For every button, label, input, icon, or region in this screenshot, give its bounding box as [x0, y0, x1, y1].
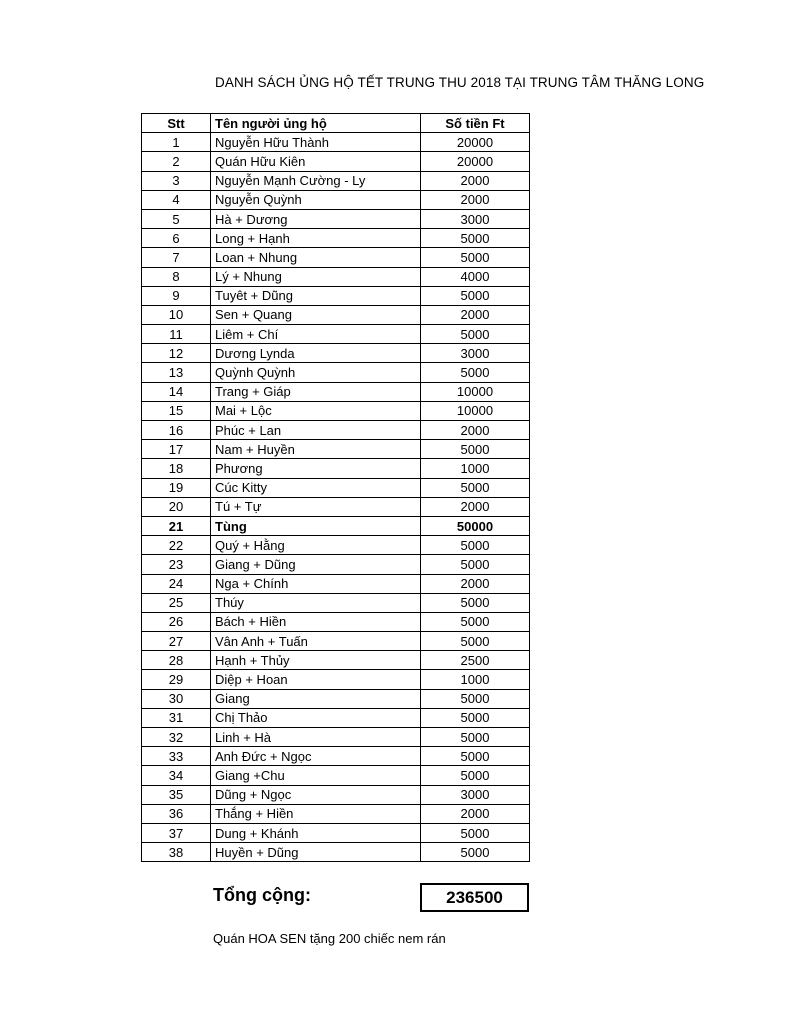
row-stt-cell: 4 — [142, 190, 211, 209]
table-row — [142, 440, 530, 459]
row-donor-name-cell: Bách + Hiền — [211, 612, 421, 631]
header-stt: Stt — [142, 114, 211, 133]
row-amount-cell: 5000 — [421, 593, 530, 612]
row-amount-cell: 2000 — [421, 497, 530, 516]
row-stt-cell: 20 — [142, 497, 211, 516]
donor-table-header — [142, 114, 530, 133]
table-row — [142, 843, 530, 862]
row-amount-cell: 5000 — [421, 843, 530, 862]
row-stt-cell: 9 — [142, 286, 211, 305]
row-amount-cell: 2000 — [421, 305, 530, 324]
table-row — [142, 421, 530, 440]
table-row — [142, 516, 530, 535]
row-donor-name-cell: Diệp + Hoan — [211, 670, 421, 689]
row-amount-cell: 3000 — [421, 209, 530, 228]
row-donor-name-cell: Quỳnh Quỳnh — [211, 363, 421, 382]
row-stt-cell: 25 — [142, 593, 211, 612]
row-amount-cell: 20000 — [421, 152, 530, 171]
table-row — [142, 785, 530, 804]
row-stt-cell: 6 — [142, 229, 211, 248]
row-donor-name-cell: Giang +Chu — [211, 766, 421, 785]
table-row — [142, 190, 530, 209]
table-row — [142, 382, 530, 401]
table-row — [142, 229, 530, 248]
table-row — [142, 344, 530, 363]
row-amount-cell: 5000 — [421, 478, 530, 497]
footnote: Quán HOA SEN tặng 200 chiếc nem rán — [213, 931, 446, 946]
row-stt-cell: 28 — [142, 651, 211, 670]
row-donor-name-cell: Thắng + Hiền — [211, 804, 421, 823]
row-stt-cell: 38 — [142, 843, 211, 862]
donor-table — [141, 113, 530, 862]
document-title: DANH SÁCH ỦNG HỘ TẾT TRUNG THU 2018 TẠI TRUNG TÂM THĂNG LONG — [215, 75, 705, 90]
row-donor-name-cell: Giang + Dũng — [211, 555, 421, 574]
row-stt-cell: 12 — [142, 344, 211, 363]
row-donor-name-cell: Phúc + Lan — [211, 421, 421, 440]
table-row — [142, 133, 530, 152]
row-amount-cell: 5000 — [421, 728, 530, 747]
row-amount-cell: 3000 — [421, 785, 530, 804]
row-amount-cell: 5000 — [421, 555, 530, 574]
table-row — [142, 401, 530, 420]
row-amount-cell: 5000 — [421, 440, 530, 459]
table-row — [142, 632, 530, 651]
row-amount-cell: 5000 — [421, 286, 530, 305]
row-donor-name-cell: Quán Hữu Kiên — [211, 152, 421, 171]
row-donor-name-cell: Nam + Huyền — [211, 440, 421, 459]
row-stt-cell: 10 — [142, 305, 211, 324]
row-stt-cell: 8 — [142, 267, 211, 286]
row-amount-cell: 2000 — [421, 421, 530, 440]
row-donor-name-cell: Cúc Kitty — [211, 478, 421, 497]
row-stt-cell: 34 — [142, 766, 211, 785]
row-stt-cell: 15 — [142, 401, 211, 420]
row-stt-cell: 19 — [142, 478, 211, 497]
row-donor-name-cell: Long + Hạnh — [211, 229, 421, 248]
table-row — [142, 574, 530, 593]
header-amount: Số tiền Ft — [421, 114, 530, 133]
row-donor-name-cell: Tuyêt + Dũng — [211, 286, 421, 305]
row-donor-name-cell: Chị Thảo — [211, 708, 421, 727]
table-row — [142, 670, 530, 689]
row-stt-cell: 2 — [142, 152, 211, 171]
row-amount-cell: 1000 — [421, 459, 530, 478]
row-amount-cell: 5000 — [421, 708, 530, 727]
row-amount-cell: 5000 — [421, 363, 530, 382]
table-row — [142, 459, 530, 478]
row-amount-cell: 5000 — [421, 823, 530, 842]
row-stt-cell: 16 — [142, 421, 211, 440]
row-donor-name-cell: Sen + Quang — [211, 305, 421, 324]
row-stt-cell: 21 — [142, 516, 211, 535]
row-amount-cell: 2500 — [421, 651, 530, 670]
row-donor-name-cell: Nguyễn Quỳnh — [211, 190, 421, 209]
row-stt-cell: 31 — [142, 708, 211, 727]
row-stt-cell: 33 — [142, 747, 211, 766]
row-amount-cell: 5000 — [421, 536, 530, 555]
row-amount-cell: 4000 — [421, 267, 530, 286]
table-row — [142, 267, 530, 286]
row-stt-cell: 30 — [142, 689, 211, 708]
table-row — [142, 209, 530, 228]
table-row — [142, 497, 530, 516]
row-amount-cell: 5000 — [421, 766, 530, 785]
row-stt-cell: 26 — [142, 612, 211, 631]
table-row — [142, 823, 530, 842]
row-donor-name-cell: Quý + Hằng — [211, 536, 421, 555]
row-donor-name-cell: Linh + Hà — [211, 728, 421, 747]
row-amount-cell: 5000 — [421, 612, 530, 631]
row-stt-cell: 11 — [142, 325, 211, 344]
row-amount-cell: 2000 — [421, 804, 530, 823]
row-stt-cell: 18 — [142, 459, 211, 478]
row-donor-name-cell: Tùng — [211, 516, 421, 535]
row-donor-name-cell: Liêm + Chí — [211, 325, 421, 344]
row-amount-cell: 5000 — [421, 229, 530, 248]
table-row — [142, 651, 530, 670]
row-amount-cell: 3000 — [421, 344, 530, 363]
row-stt-cell: 13 — [142, 363, 211, 382]
row-amount-cell: 5000 — [421, 248, 530, 267]
row-amount-cell: 1000 — [421, 670, 530, 689]
row-stt-cell: 35 — [142, 785, 211, 804]
row-donor-name-cell: Vân Anh + Tuấn — [211, 632, 421, 651]
table-row — [142, 536, 530, 555]
row-amount-cell: 50000 — [421, 516, 530, 535]
row-stt-cell: 1 — [142, 133, 211, 152]
row-amount-cell: 5000 — [421, 632, 530, 651]
row-donor-name-cell: Mai + Lộc — [211, 401, 421, 420]
table-row — [142, 363, 530, 382]
table-row — [142, 804, 530, 823]
row-stt-cell: 32 — [142, 728, 211, 747]
row-donor-name-cell: Huyền + Dũng — [211, 843, 421, 862]
row-donor-name-cell: Dung + Khánh — [211, 823, 421, 842]
row-stt-cell: 17 — [142, 440, 211, 459]
row-stt-cell: 27 — [142, 632, 211, 651]
table-row — [142, 248, 530, 267]
row-donor-name-cell: Trang + Giáp — [211, 382, 421, 401]
row-stt-cell: 3 — [142, 171, 211, 190]
row-amount-cell: 5000 — [421, 325, 530, 344]
row-stt-cell: 24 — [142, 574, 211, 593]
row-stt-cell: 22 — [142, 536, 211, 555]
table-row — [142, 305, 530, 324]
header-donor-name: Tên người ủng hộ — [211, 114, 421, 133]
row-donor-name-cell: Thúy — [211, 593, 421, 612]
table-row — [142, 286, 530, 305]
row-donor-name-cell: Nga + Chính — [211, 574, 421, 593]
row-donor-name-cell: Tú + Tự — [211, 497, 421, 516]
table-row — [142, 708, 530, 727]
row-amount-cell: 2000 — [421, 171, 530, 190]
row-amount-cell: 5000 — [421, 747, 530, 766]
row-amount-cell: 2000 — [421, 190, 530, 209]
row-donor-name-cell: Nguyễn Mạnh Cường - Ly — [211, 171, 421, 190]
table-row — [142, 728, 530, 747]
table-row — [142, 555, 530, 574]
donor-table-body — [142, 133, 530, 862]
row-stt-cell: 29 — [142, 670, 211, 689]
row-donor-name-cell: Phương — [211, 459, 421, 478]
table-row — [142, 325, 530, 344]
row-stt-cell: 37 — [142, 823, 211, 842]
table-row — [142, 593, 530, 612]
row-donor-name-cell: Lý + Nhung — [211, 267, 421, 286]
row-donor-name-cell: Dũng + Ngọc — [211, 785, 421, 804]
row-amount-cell: 10000 — [421, 382, 530, 401]
row-amount-cell: 5000 — [421, 689, 530, 708]
row-stt-cell: 7 — [142, 248, 211, 267]
row-amount-cell: 2000 — [421, 574, 530, 593]
row-stt-cell: 5 — [142, 209, 211, 228]
row-amount-cell: 10000 — [421, 401, 530, 420]
table-row — [142, 612, 530, 631]
row-donor-name-cell: Hà + Dương — [211, 209, 421, 228]
row-stt-cell: 23 — [142, 555, 211, 574]
table-row — [142, 152, 530, 171]
row-donor-name-cell: Anh Đức + Ngọc — [211, 747, 421, 766]
row-donor-name-cell: Hạnh + Thủy — [211, 651, 421, 670]
table-row — [142, 766, 530, 785]
table-row — [142, 689, 530, 708]
row-donor-name-cell: Giang — [211, 689, 421, 708]
row-amount-cell: 20000 — [421, 133, 530, 152]
table-row — [142, 747, 530, 766]
row-donor-name-cell: Loan + Nhung — [211, 248, 421, 267]
total-label: Tổng cộng: — [213, 885, 311, 905]
row-stt-cell: 36 — [142, 804, 211, 823]
table-row — [142, 171, 530, 190]
row-donor-name-cell: Dương Lynda — [211, 344, 421, 363]
row-stt-cell: 14 — [142, 382, 211, 401]
row-donor-name-cell: Nguyễn Hữu Thành — [211, 133, 421, 152]
table-row — [142, 478, 530, 497]
header-row — [142, 114, 530, 133]
total-amount-box: 236500 — [420, 883, 529, 912]
